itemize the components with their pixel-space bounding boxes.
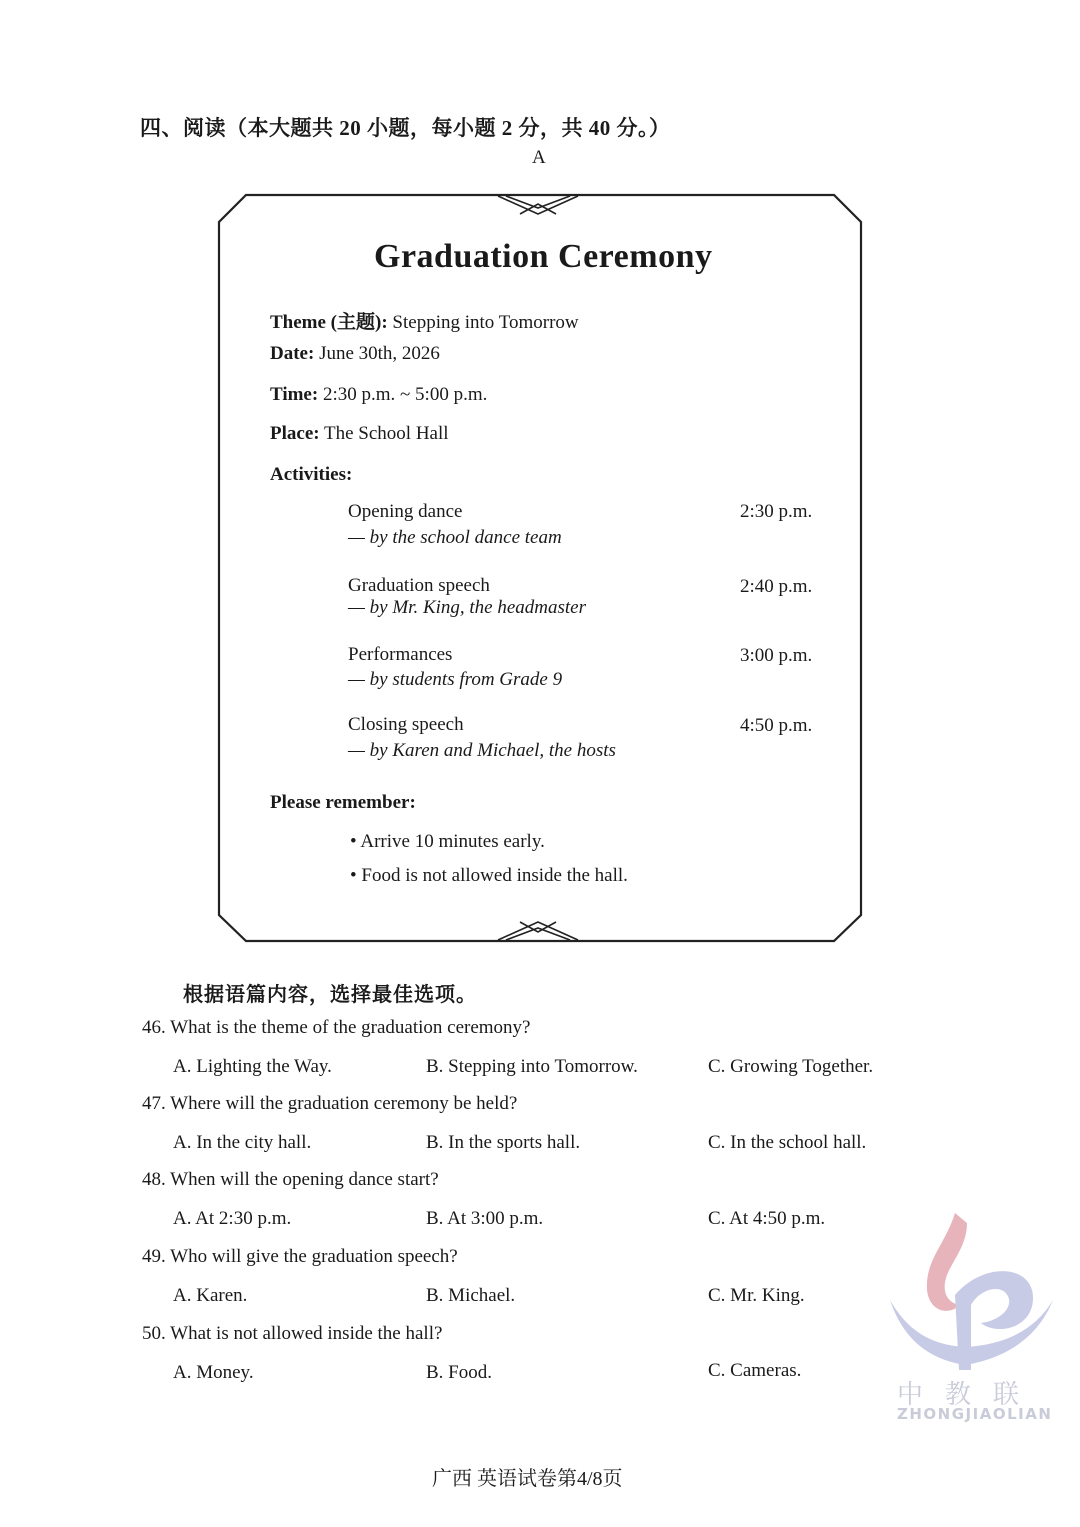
activity-time: 4:50 p.m. bbox=[740, 715, 813, 736]
option-47-b: B. In the sports hall. bbox=[426, 1132, 581, 1153]
activity-by: — by Mr. King, the headmaster bbox=[348, 597, 587, 618]
watermark-en: ZHONGJIAOLIAN bbox=[897, 1405, 1053, 1423]
option-48-c: C. At 4:50 p.m. bbox=[708, 1208, 826, 1229]
option-46-b: B. Stepping into Tomorrow. bbox=[426, 1056, 638, 1077]
date-label: Date: bbox=[270, 343, 315, 364]
option-47-a: A. In the city hall. bbox=[173, 1132, 312, 1153]
activity-by: — by the school dance team bbox=[348, 527, 562, 548]
activity-name: Opening dance bbox=[348, 501, 463, 522]
theme-line bbox=[270, 307, 579, 334]
question-49: 49. Who will give the graduation speech? bbox=[142, 1246, 458, 1267]
time-value: 2:30 p.m. ~ 5:00 p.m. bbox=[322, 384, 488, 405]
option-46-c: C. Growing Together. bbox=[708, 1056, 874, 1077]
activity-by: — by Karen and Michael, the hosts bbox=[348, 740, 616, 761]
option-46-a: A. Lighting the Way. bbox=[173, 1056, 332, 1077]
option-49-c: C. Mr. King. bbox=[708, 1285, 805, 1306]
remember-item: • Arrive 10 minutes early. bbox=[350, 831, 545, 852]
option-48-b: B. At 3:00 p.m. bbox=[426, 1208, 544, 1229]
time-line bbox=[270, 384, 487, 406]
option-50-c: C. Cameras. bbox=[708, 1360, 802, 1381]
activities-label: Activities: bbox=[270, 464, 353, 485]
option-47-c: C. In the school hall. bbox=[708, 1132, 867, 1153]
place-label: Place: bbox=[270, 423, 320, 444]
page-footer: 广西 英语试卷第4/8页 bbox=[432, 1468, 623, 1490]
option-48-a: A. At 2:30 p.m. bbox=[173, 1208, 292, 1229]
top-ornament bbox=[498, 196, 578, 214]
activity-name: Performances bbox=[348, 644, 453, 665]
remember-item: • Food is not allowed inside the hall. bbox=[350, 865, 628, 886]
card-title: Graduation Ceremony bbox=[374, 238, 713, 275]
date-value: June 30th, 2026 bbox=[319, 343, 440, 364]
date-line bbox=[270, 343, 440, 365]
question-47: 47. Where will the graduation ceremony be held? bbox=[142, 1093, 518, 1114]
option-50-b: B. Food. bbox=[426, 1362, 492, 1383]
activity-name: Graduation speech bbox=[348, 575, 490, 596]
watermark-cn: 中教联 bbox=[897, 1380, 1042, 1410]
activity-time: 3:00 p.m. bbox=[740, 645, 813, 666]
activity-name: Closing speech bbox=[348, 714, 464, 735]
option-49-a: A. Karen. bbox=[173, 1285, 248, 1306]
remember-label: Please remember: bbox=[270, 792, 416, 813]
option-50-a: A. Money. bbox=[173, 1362, 254, 1383]
question-48: 48. When will the opening dance start? bbox=[142, 1169, 439, 1190]
passage-letter: A bbox=[532, 147, 546, 168]
theme-value: Stepping into Tomorrow bbox=[392, 312, 579, 333]
question-46: 46. What is the theme of the graduation ceremony? bbox=[142, 1017, 531, 1038]
place-value: The School Hall bbox=[324, 423, 449, 444]
activity-by: — by students from Grade 9 bbox=[348, 669, 563, 690]
theme-label: Theme (主题): bbox=[270, 312, 388, 333]
option-49-b: B. Michael. bbox=[426, 1285, 516, 1306]
question-50: 50. What is not allowed inside the hall? bbox=[142, 1323, 443, 1344]
time-label: Time: bbox=[270, 384, 319, 405]
section-title: 四、阅读（本大题共 20 小题，每小题 2 分，共 40 分。） bbox=[140, 116, 671, 140]
activity-time: 2:30 p.m. bbox=[740, 501, 813, 522]
activity-time: 2:40 p.m. bbox=[740, 576, 813, 597]
instruction: 根据语篇内容，选择最佳选项。 bbox=[183, 984, 477, 1006]
place-line bbox=[270, 423, 449, 445]
bottom-ornament bbox=[498, 922, 578, 940]
